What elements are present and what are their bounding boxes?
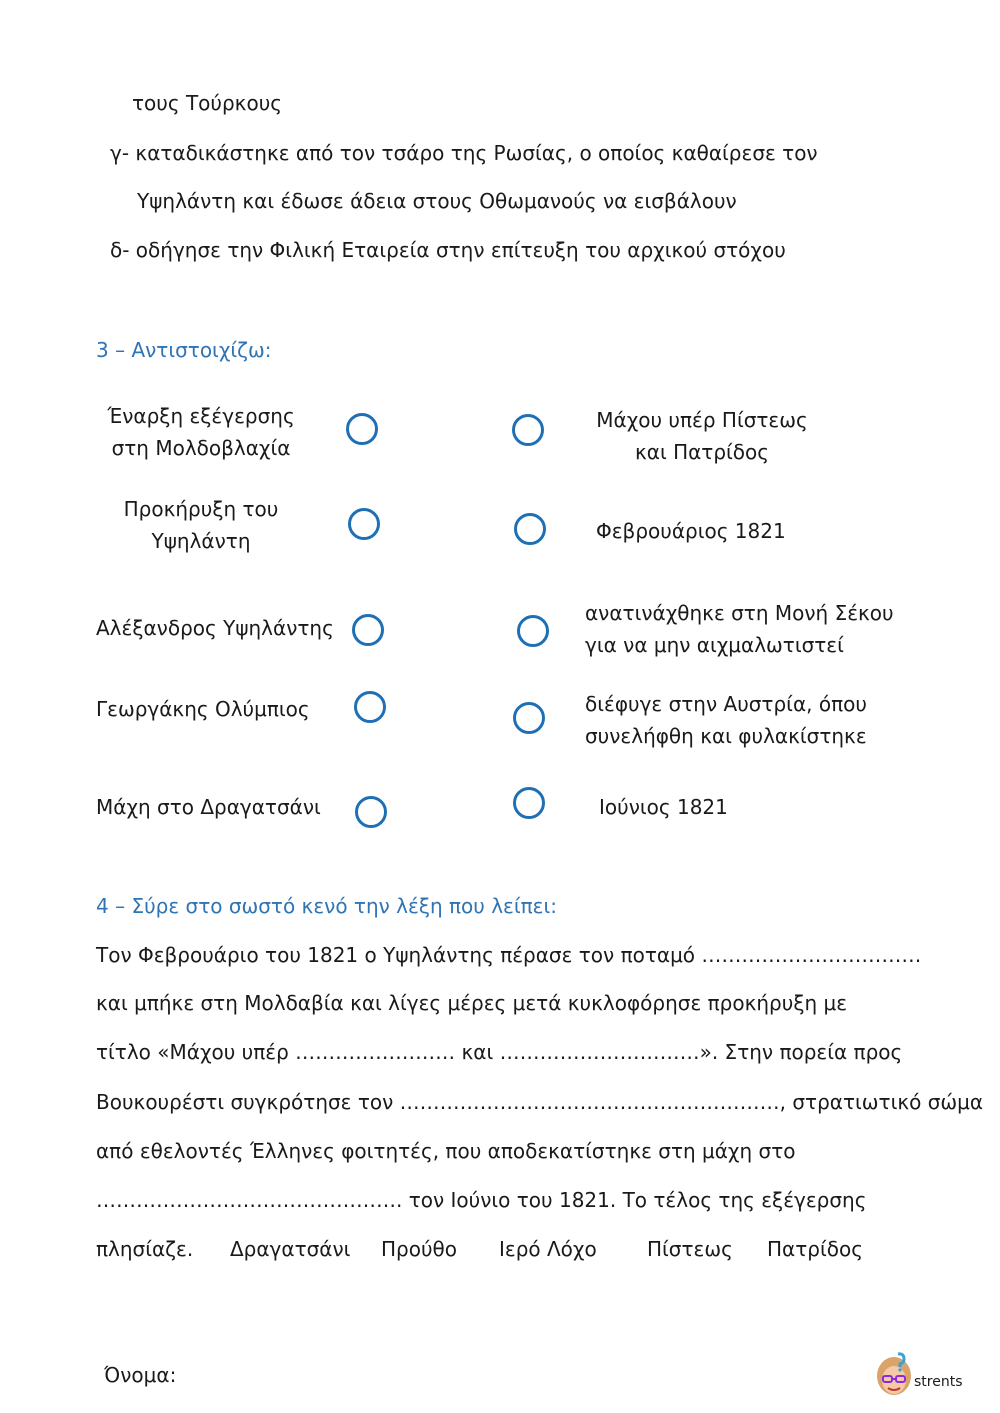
match-right-1-line1: Μάχου υπέρ Πίστεως (596, 408, 808, 432)
word-bank-prouthos[interactable]: Προύθο (381, 1237, 458, 1261)
word-bank-faith[interactable]: Πίστεως (647, 1237, 733, 1261)
q4-line-1 (96, 943, 921, 967)
match-left-1 (96, 404, 306, 460)
teacher-avatar-icon (872, 1352, 916, 1402)
match-left-2-line2: Υψηλάντη (151, 529, 251, 553)
blank-battle-place[interactable]: ………………………………………. (96, 1188, 403, 1212)
match-left-5-connector[interactable] (355, 796, 387, 828)
match-left-4: Γεωργάκης Ολύμπιος (96, 697, 310, 721)
q4-text: Τον Φεβρουάριο του 1821 ο Υψηλάντης πέρασε τον ποταμό (96, 943, 702, 967)
match-right-3-connector[interactable] (517, 615, 549, 647)
q4-line-6 (96, 1188, 866, 1212)
match-left-2 (96, 497, 306, 553)
match-right-5-connector[interactable] (513, 787, 545, 819)
q2-option-d: δ- οδήγησε την Φιλική Εταιρεία στην επίτευξη του αρχικού στόχου (110, 238, 786, 262)
q4-text: ». Στην πορεία προς (699, 1040, 903, 1064)
name-label: Όνομα: (104, 1363, 177, 1387)
q4-text: τίτλο «Μάχου υπέρ (96, 1040, 296, 1064)
q4-line-4 (96, 1090, 983, 1114)
blank-faith[interactable]: …………………… (295, 1040, 456, 1064)
q4-title: 4 – Σύρε στο σωστό κενό την λέξη που λείπει: (96, 894, 557, 918)
match-right-2-connector[interactable] (514, 513, 546, 545)
q4-text: τον Ιούνιο του 1821. Το τέλος της εξέγερσης (402, 1188, 867, 1212)
q2-option-text: τους Τούρκους (132, 91, 282, 115)
match-right-4-line1: διέφυγε στην Αυστρία, όπου (585, 692, 867, 716)
match-right-1-line2: και Πατρίδος (634, 440, 770, 464)
match-left-4-connector[interactable] (354, 691, 386, 723)
match-left-2-connector[interactable] (348, 508, 380, 540)
match-left-5: Μάχη στο Δραγατσάνι (96, 795, 321, 819)
word-bank-sacred-band[interactable]: Ιερό Λόχο (499, 1237, 597, 1261)
match-right-1 (582, 408, 822, 464)
q4-line-2: και μπήκε στη Μολδαβία και λίγες μέρες μετά κυκλοφόρησε προκήρυξη με (96, 991, 848, 1015)
blank-sacred-band[interactable]: ………………………………………………… (399, 1090, 780, 1114)
blank-homeland[interactable]: ………………………… (499, 1040, 700, 1064)
q4-text: Βουκουρέστι συγκρότησε τον (96, 1090, 400, 1114)
blank-river[interactable]: …………………………… (701, 943, 922, 967)
match-left-3-connector[interactable] (352, 614, 384, 646)
q4-line-5: από εθελοντές Έλληνες φοιτητές, που αποδεκατίστηκε στη μάχη στο (96, 1139, 796, 1163)
match-right-3-line2: για να μην αιχμαλωτιστεί (585, 633, 844, 657)
match-right-4-connector[interactable] (513, 702, 545, 734)
brand-label: strents (914, 1374, 963, 1390)
q4-text: και (455, 1040, 500, 1064)
match-right-4-line2: συνελήφθη και φυλακίστηκε (585, 724, 867, 748)
match-right-4 (585, 692, 867, 748)
q3-title: 3 – Αντιστοιχίζω: (96, 338, 272, 362)
word-bank-homeland[interactable]: Πατρίδος (767, 1237, 863, 1261)
word-bank-dragatsani[interactable]: Δραγατσάνι (230, 1237, 351, 1261)
match-left-1-connector[interactable] (346, 413, 378, 445)
match-right-2: Φεβρουάριος 1821 (596, 519, 786, 543)
q2-option-c-cont: Υψηλάντη και έδωσε άδεια στους Οθωμανούς να εισβάλουν (137, 189, 737, 213)
match-right-5: Ιούνιος 1821 (599, 795, 728, 819)
match-left-1-line1: Έναρξη εξέγερσης (107, 404, 295, 428)
match-right-3-line1: ανατινάχθηκε στη Μονή Σέκου (585, 601, 894, 625)
q2-option-c: γ- καταδικάστηκε από τον τσάρο της Ρωσίας, ο οποίος καθαίρεσε τον (110, 141, 818, 165)
match-left-3: Αλέξανδρος Υψηλάντης (96, 616, 334, 640)
match-left-1-line2: στη Μολδοβλαχία (111, 436, 291, 460)
match-right-1-connector[interactable] (512, 414, 544, 446)
q4-line-7: πλησίαζε. (96, 1237, 194, 1261)
match-left-2-line1: Προκήρυξη του (123, 497, 279, 521)
q4-line-3 (96, 1040, 902, 1064)
match-right-3 (585, 601, 894, 657)
q4-text: , στρατιωτικό σώμα (779, 1090, 984, 1114)
